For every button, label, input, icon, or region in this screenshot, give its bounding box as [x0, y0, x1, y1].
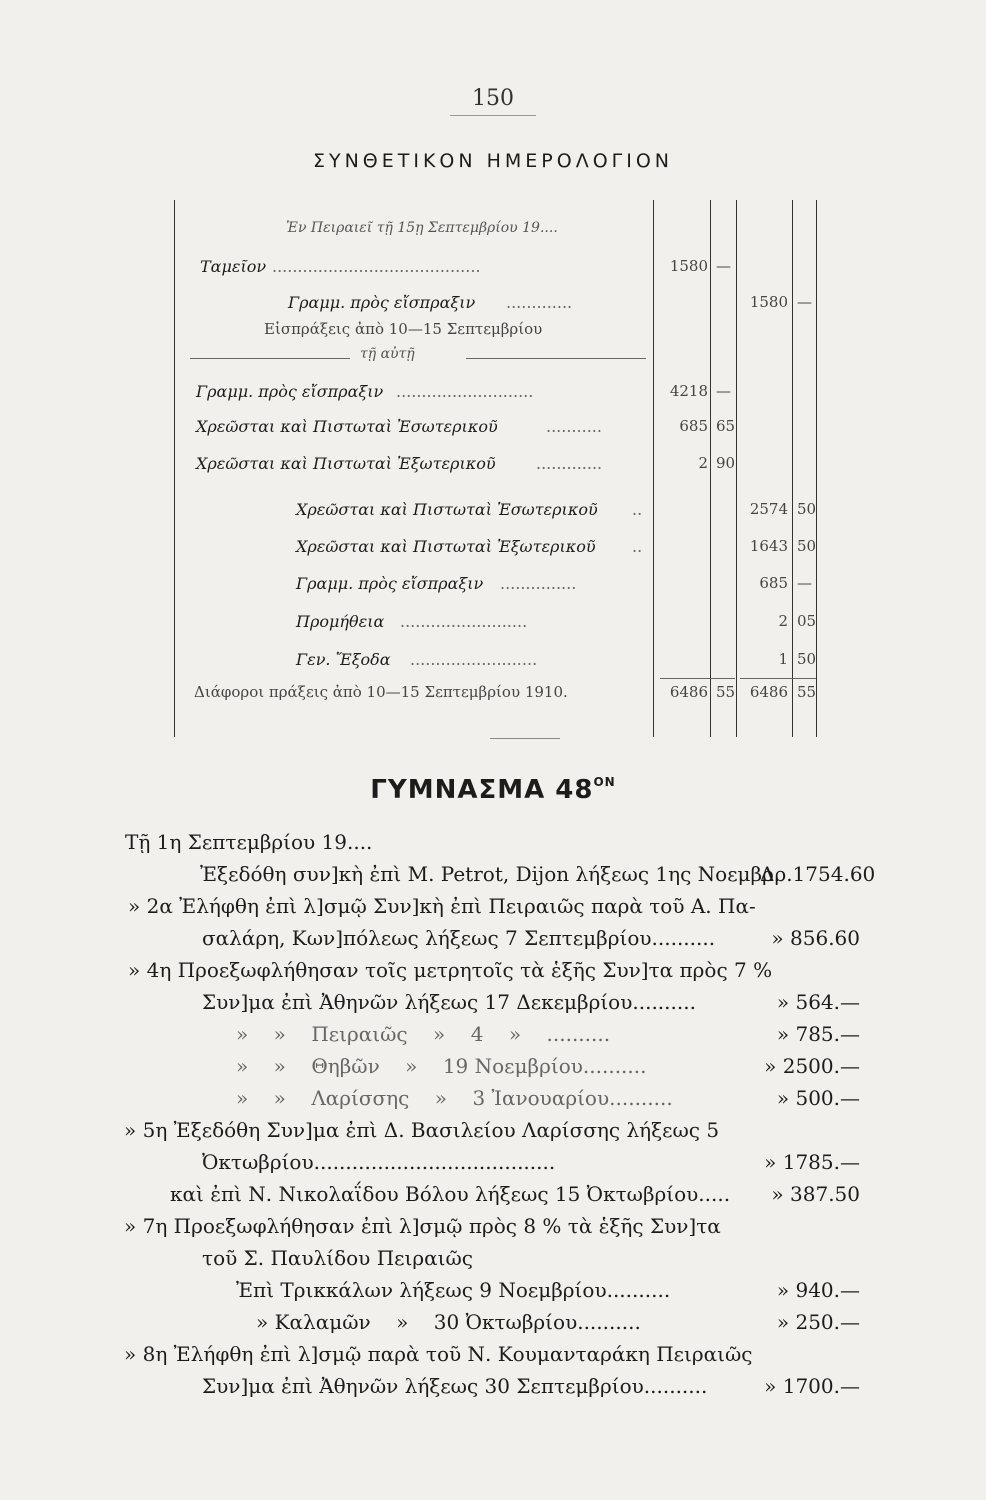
- entry-line: τοῦ Σ. Παυλίδου Πειραιῶς: [202, 1246, 473, 1270]
- credit-amount: 685: [759, 574, 788, 592]
- entry-line: Ὀκτωβρίου......................................: [202, 1150, 556, 1174]
- credit-cents: —: [797, 574, 812, 592]
- credit-amount: 1: [778, 650, 788, 668]
- debit-cents: 65: [716, 417, 736, 435]
- entry-line: » 4η Προεξωφλήθησαν τοῖς μετρητοῖς τὰ ἑξῆς Συν]τα πρὸς 7 %: [128, 958, 773, 982]
- entry-amount: » 387.50: [771, 1182, 860, 1206]
- debit-cents: 90: [716, 454, 736, 472]
- narration-rule-left: [190, 358, 350, 359]
- journal-row-label: Γραμμ. πρὸς εἴσπραξιν: [288, 293, 476, 312]
- page-number-rule: [450, 115, 536, 116]
- credit-total-rule: [740, 678, 816, 679]
- entry-line: Συν]μα ἐπὶ Ἀθηνῶν λήξεως 17 Δεκεμβρίου..........: [202, 990, 696, 1014]
- credit-amount: 6486: [749, 683, 788, 701]
- journal-row-label: Διάφοροι πράξεις ἀπὸ 10—15 Σεπτεμβρίου 1910.: [194, 683, 568, 701]
- journal-row-leader: .............: [536, 454, 603, 473]
- journal-row-label: Εἰσπράξεις ἀπὸ 10—15 Σεπτεμβρίου: [264, 320, 543, 338]
- journal-row-label: Χρεῶσται καὶ Πιστωταὶ Ἐξωτερικοῦ: [196, 454, 496, 473]
- entry-amount: » 1700.—: [764, 1374, 860, 1398]
- entry-line: » » Θηβῶν » 19 Νοεμβρίου..........: [236, 1054, 647, 1078]
- section-title-suffix: ON: [593, 775, 616, 789]
- entry-line: Συν]μα ἐπὶ Ἀθηνῶν λήξεως 30 Σεπτεμβρίου..........: [202, 1374, 708, 1398]
- credit-cents-rule: [792, 200, 793, 737]
- journal-row-leader: ...........: [546, 417, 602, 436]
- journal-row-leader: .........................: [400, 612, 528, 631]
- entry-amount: » 2500.—: [764, 1054, 860, 1078]
- credit-cents: 05: [797, 612, 817, 630]
- credit-cents: 50: [797, 500, 817, 518]
- journal-row-leader: ..: [632, 537, 643, 556]
- debit-total-rule: [660, 678, 735, 679]
- debit-amount: 685: [679, 417, 708, 435]
- entry-line: » » Πειραιῶς » 4 » ..........: [236, 1022, 611, 1046]
- entry-line: » 7η Προεξωφλήθησαν ἐπὶ λ]σμῷ πρὸς 8 % τὰ ἑξῆς Συν]τα: [124, 1214, 721, 1238]
- journal-row-label: Χρεῶσται καὶ Πιστωταὶ Ἐξωτερικοῦ: [296, 537, 596, 556]
- journal-row-label: Ἐν Πειραιεῖ τῇ 15ῃ Σεπτεμβρίου 19....: [286, 220, 558, 236]
- section-title: [0, 775, 986, 805]
- credit-amount: 1643: [749, 537, 788, 555]
- journal-row-label: Χρεῶσται καὶ Πιστωταὶ Ἐσωτερικοῦ: [196, 417, 498, 436]
- entry-line: » 2α Ἐλήφθη ἐπὶ λ]σμῷ Συν]κὴ ἐπὶ Πειραιῶς παρὰ τοῦ Α. Πα-: [128, 894, 756, 918]
- entry-line: Ἐξεδόθη συν]κὴ ἐπὶ Μ. Petrot, Dijon λήξεως 1ης Νοεμβρ.: [200, 862, 781, 886]
- page-heading: ΣΥΝΘΕΤΙΚΟΝ ΗΜΕΡΟΛΟΓΙΟΝ: [312, 150, 674, 172]
- journal-row-label: Χρεῶσται καὶ Πιστωταὶ Ἐσωτερικοῦ: [296, 500, 598, 519]
- section-title-text: ΓΥΜΝΑΣΜΑ 48: [370, 775, 594, 805]
- journal-row-label: Γραμμ. πρὸς εἴσπραξιν: [296, 574, 484, 593]
- journal-row-label: τῇ αὐτῇ: [360, 346, 415, 362]
- journal-right-rule: [816, 200, 817, 737]
- debit-cents-rule: [710, 200, 711, 737]
- debit-cents: 55: [716, 683, 736, 701]
- entry-amount: » 785.—: [776, 1022, 860, 1046]
- credit-cents: 50: [797, 650, 817, 668]
- journal-row-leader: ...........................: [396, 382, 534, 401]
- journal-row-label: Γραμμ. πρὸς εἴσπραξιν: [196, 382, 384, 401]
- entry-line: » » Λαρίσσης » 3 Ἰανουαρίου..........: [236, 1086, 673, 1110]
- entry-line: » Καλαμῶν » 30 Ὀκτωβρίου..........: [256, 1310, 641, 1334]
- journal-left-rule: [174, 200, 175, 737]
- entry-line: Ἐπὶ Τρικκάλων λήξεως 9 Νοεμβρίου..........: [236, 1278, 671, 1302]
- debit-amount: 6486: [669, 683, 708, 701]
- entry-amount: » 564.—: [776, 990, 860, 1014]
- debit-amount: 1580: [669, 257, 708, 275]
- entry-amount: » 1785.—: [764, 1150, 860, 1174]
- credit-amount: 2574: [749, 500, 788, 518]
- journal-row-leader: ..: [632, 500, 643, 519]
- entry-amount: » 500.—: [776, 1086, 860, 1110]
- journal-row-leader: .........................................: [272, 257, 481, 276]
- journal-row-leader: .........................: [410, 650, 538, 669]
- entry-line: καὶ ἐπὶ Ν. Νικολαΐδου Βόλου λήξεως 15 Ὀκτωβρίου.....: [170, 1182, 731, 1206]
- debit-amount: 2: [698, 454, 708, 472]
- debit-amount: 4218: [669, 382, 708, 400]
- credit-cents: —: [797, 293, 812, 311]
- entry-amount: Δρ.1754.60: [760, 862, 876, 886]
- journal-label-rule: [653, 200, 654, 737]
- debit-cents: —: [716, 382, 731, 400]
- entry-amount: » 250.—: [776, 1310, 860, 1334]
- entry-line: » 8η Ἐλήφθη ἐπὶ λ]σμῷ παρὰ τοῦ Ν. Κουμανταράκη Πειραιῶς: [124, 1342, 753, 1366]
- journal-table: [170, 200, 820, 737]
- journal-row-leader: ...............: [500, 574, 577, 593]
- credit-cents: 50: [797, 537, 817, 555]
- journal-row-label: Προμήθεια: [296, 612, 385, 631]
- page-number: 150: [472, 86, 514, 111]
- journal-row-label: Γεν. Ἔξοδα: [296, 650, 391, 669]
- debit-right-rule: [736, 200, 737, 737]
- entry-line: Τῇ 1η Σεπτεμβρίου 19....: [125, 830, 373, 854]
- credit-amount: 1580: [749, 293, 788, 311]
- narration-rule-right: [466, 358, 646, 359]
- credit-cents: 55: [797, 683, 817, 701]
- entry-line: » 5η Ἐξεδόθη Συν]μα ἐπὶ Δ. Βασιλείου Λαρίσσης λήξεως 5: [124, 1118, 720, 1142]
- journal-row-leader: .............: [506, 293, 573, 312]
- debit-cents: —: [716, 257, 731, 275]
- journal-row-label: Ταμεῖον: [200, 257, 267, 276]
- entry-line: σαλάρη, Κων]πόλεως λήξεως 7 Σεπτεμβρίου..........: [202, 926, 716, 950]
- section-rule: [490, 738, 560, 739]
- entry-amount: » 940.—: [776, 1278, 860, 1302]
- entry-amount: » 856.60: [771, 926, 860, 950]
- credit-amount: 2: [778, 612, 788, 630]
